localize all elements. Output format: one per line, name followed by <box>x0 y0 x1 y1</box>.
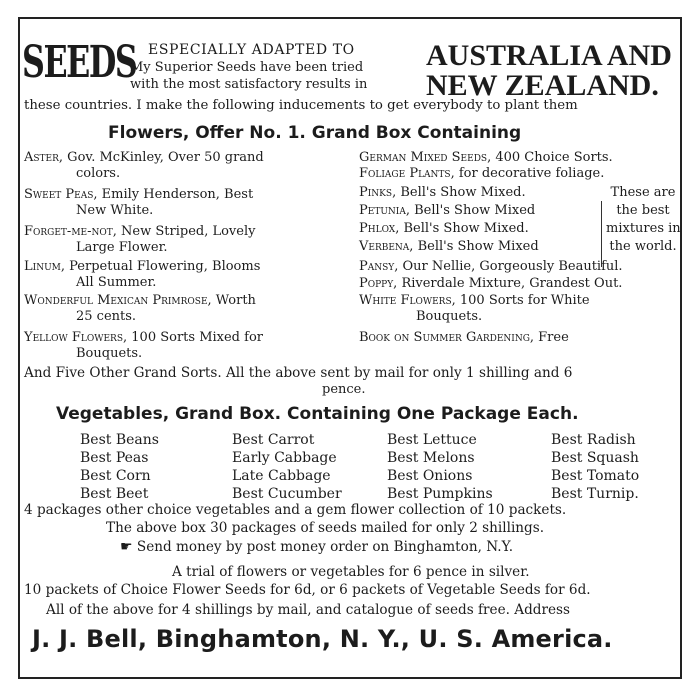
flower-desc: Gov. McKinley, Over 50 grand <box>63 150 264 165</box>
flower-name: White Flowers, <box>359 293 456 308</box>
advertisement-frame <box>18 17 682 679</box>
signature-address: J. J. Bell, Binghamton, N. Y., U. S. America. <box>32 625 613 653</box>
note-line: mixtures in <box>606 221 681 236</box>
flower-name: Yellow Flowers, <box>24 330 128 345</box>
flower-name: Foliage Plants, <box>359 166 455 181</box>
veg-item: Best Beet <box>80 486 149 502</box>
flower-desc: Bell's Show Mixed <box>409 203 536 218</box>
trial-line-3: All of the above for 4 shillings by mail, and catalogue of seeds free. Address <box>46 602 571 618</box>
flower-name: Petunia, <box>359 203 410 218</box>
box-line: The above box 30 packages of seeds mailed for only 2 shillings. <box>106 520 545 536</box>
flower-item-linum <box>24 259 260 275</box>
flower-name: Pansy, <box>359 259 399 274</box>
flower-item-cont: 25 cents. <box>76 309 137 324</box>
veg-item: Best Beans <box>80 432 159 448</box>
veg-item: Best Cucumber <box>232 486 342 502</box>
veg-item: Best Melons <box>387 450 475 466</box>
superior-line: My Superior Seeds have been tried <box>130 60 364 75</box>
note-line: the world. <box>609 239 677 254</box>
seeds-title: SEEDS <box>22 37 137 88</box>
flower-item-poppy <box>359 276 622 292</box>
new-zealand-heading: NEW ZEALAND. <box>426 69 659 102</box>
trial-line-2: 10 packets of Choice Flower Seeds for 6d, or 6 packets of Vegetable Seeds for 6d. <box>24 582 591 598</box>
veg-item: Best Pumpkins <box>387 486 493 502</box>
vegetables-heading: Vegetables, Grand Box. Containing One Package Each. <box>56 404 579 424</box>
note-line: the best <box>616 203 670 218</box>
inducements-line: these countries. I make the following inducements to get everybody to plant them <box>24 98 578 113</box>
veg-item: Best Radish <box>551 432 636 448</box>
veg-item: Best Carrot <box>232 432 315 448</box>
note-divider <box>601 201 602 267</box>
flower-name: Aster, <box>24 150 64 165</box>
flower-desc: 100 Sorts for White <box>455 293 590 308</box>
note-line: These are <box>610 185 676 200</box>
flower-name: German Mixed Seeds, <box>359 150 492 165</box>
flower-desc: Bell's Show Mixed. <box>399 221 529 236</box>
veg-item: Best Onions <box>387 468 473 484</box>
flower-desc: Our Nellie, Gorgeously Beautiful. <box>398 259 623 274</box>
flower-item-cont: Bouquets. <box>416 309 483 324</box>
flower-name: Pinks, <box>359 185 397 200</box>
flower-name: Sweet Peas, <box>24 187 98 202</box>
flower-desc: 400 Choice Sorts. <box>491 150 613 165</box>
flowers-heading: Flowers, Offer No. 1. Grand Box Containing <box>108 123 522 143</box>
australia-heading: AUSTRALIA AND <box>426 39 672 72</box>
flower-item-cont: All Summer. <box>76 275 157 290</box>
flower-item-cont: Bouquets. <box>76 346 143 361</box>
flower-item-book <box>359 330 569 346</box>
flower-name: Book on Summer Gardening, <box>359 330 535 345</box>
veg-item: Best Lettuce <box>387 432 477 448</box>
flower-name: Linum, <box>24 259 65 274</box>
flower-item-pansy <box>359 259 623 275</box>
flower-item-foliage <box>359 166 604 182</box>
flower-item-phlox <box>359 221 529 237</box>
flower-name: Poppy, <box>359 276 398 291</box>
flower-desc: Free <box>534 330 569 345</box>
flower-desc: Bell's Show Mixed. <box>396 185 526 200</box>
veg-item: Best Squash <box>551 450 639 466</box>
veg-item: Best Turnip. <box>551 486 639 502</box>
veg-item: Early Cabbage <box>232 450 337 466</box>
flower-item-german <box>359 150 613 166</box>
veg-item: Late Cabbage <box>232 468 331 484</box>
flowers-footer-2: pence. <box>322 382 366 397</box>
flower-desc: New Striped, Lovely <box>116 224 256 239</box>
flower-item-primrose <box>24 293 256 309</box>
flower-desc: for decorative foliage. <box>454 166 605 181</box>
flower-item-cont: Large Flower. <box>76 240 168 255</box>
especially-line: ESPECIALLY ADAPTED TO <box>148 42 355 58</box>
flower-item-petunia <box>359 203 535 219</box>
flower-desc: 100 Sorts Mixed for <box>127 330 263 345</box>
flower-name: Verbena, <box>359 239 414 254</box>
flower-item-cont: New White. <box>76 203 154 218</box>
flower-desc: Emily Henderson, Best <box>97 187 254 202</box>
packages-line: 4 packages other choice vegetables and a gem flower collection of 10 packets. <box>24 502 567 518</box>
flower-name: Wonderful Mexican Primrose, <box>24 293 212 308</box>
veg-item: Best Corn <box>80 468 151 484</box>
flower-item-aster <box>24 150 264 166</box>
satisfactory-line: with the most satisfactory results in <box>130 77 368 92</box>
flower-item-white <box>359 293 590 309</box>
trial-line-1: A trial of flowers or vegetables for 6 pence in silver. <box>172 564 530 580</box>
flower-desc: Worth <box>211 293 256 308</box>
flower-name: Forget-me-not, <box>24 224 117 239</box>
flower-item-cont: colors. <box>76 166 121 181</box>
flower-desc: Bell's Show Mixed <box>413 239 539 254</box>
flower-name: Phlox, <box>359 221 400 236</box>
pointing-hand-icon: ☛ <box>120 539 133 555</box>
flower-desc: Riverdale Mixture, Grandest Out. <box>397 276 623 291</box>
flowers-footer-1: And Five Other Grand Sorts. All the above sent by mail for only 1 shilling and 6 <box>24 365 573 381</box>
flower-item-yellow <box>24 330 263 346</box>
flower-item-verbena <box>359 239 539 255</box>
flower-item-forget-me-not <box>24 224 255 240</box>
flower-item-pinks <box>359 185 526 201</box>
flower-desc: Perpetual Flowering, Blooms <box>65 259 261 274</box>
money-text: Send money by post money order on Binghamton, N.Y. <box>136 539 514 555</box>
veg-item: Best Peas <box>80 450 149 466</box>
flower-item-sweet-peas <box>24 187 253 203</box>
veg-item: Best Tomato <box>551 468 640 484</box>
money-line <box>120 539 513 555</box>
